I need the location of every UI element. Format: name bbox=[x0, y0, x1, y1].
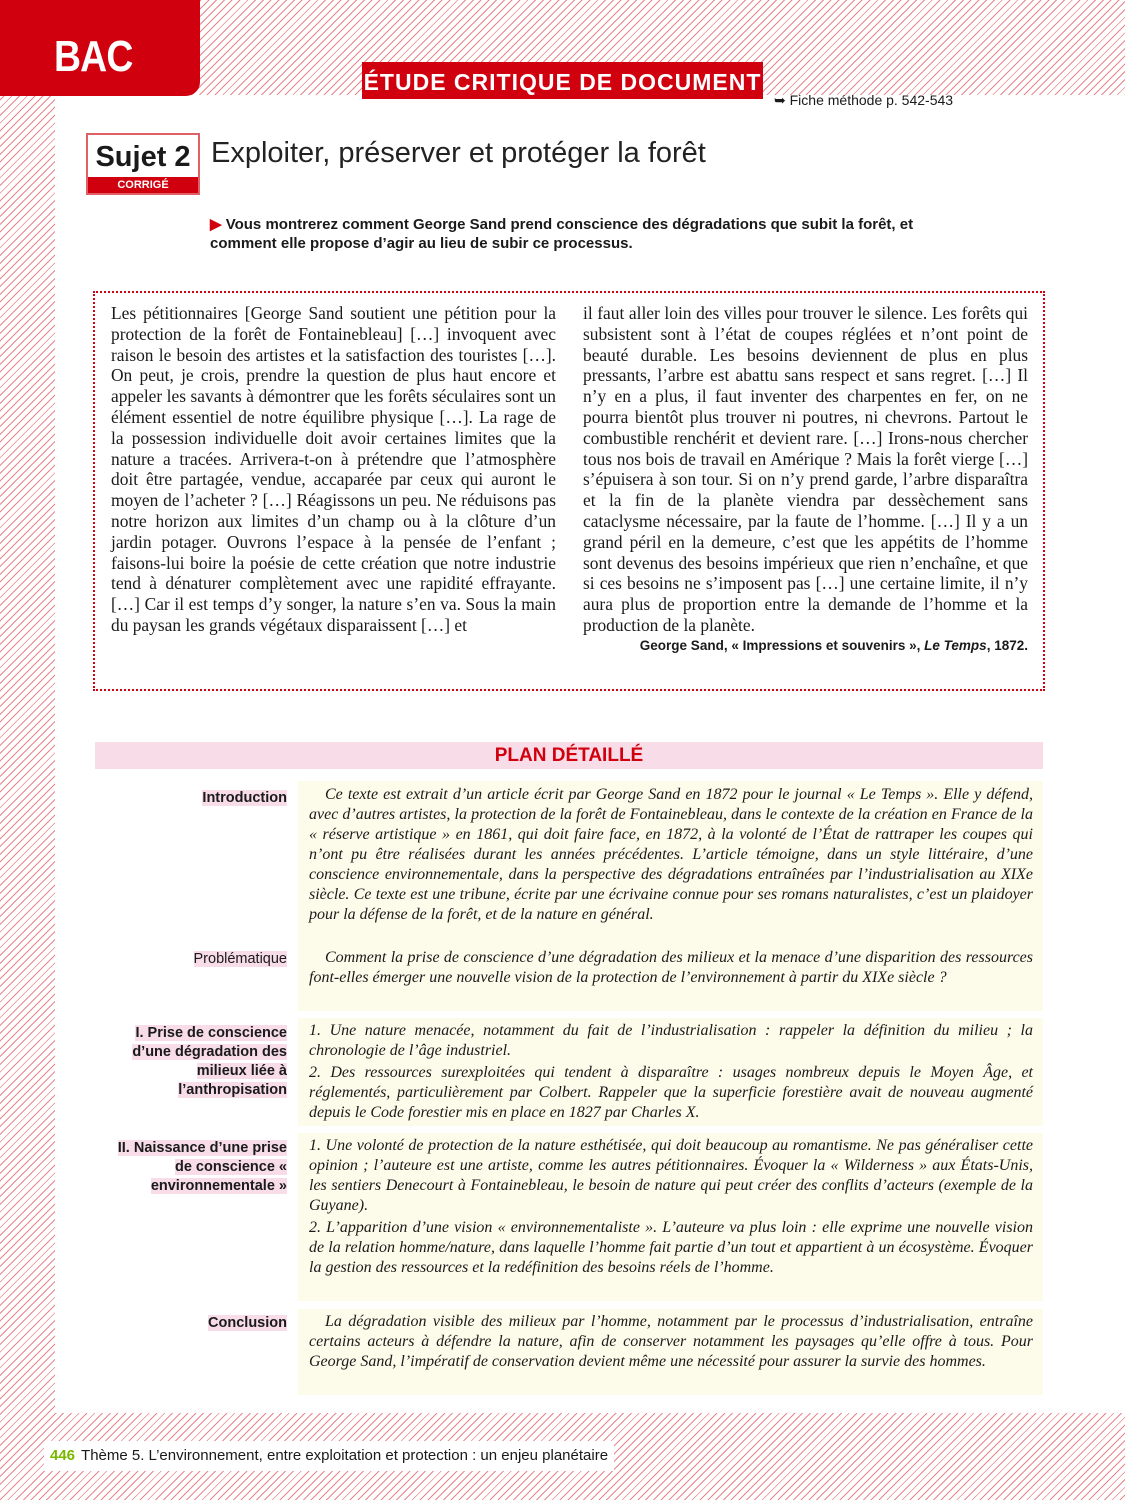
consigne-text: Vous montrerez comment George Sand prend conscience des dégradations que subit la forêt, et comment elle propose d’agir au lieu de subir ce processus. bbox=[210, 216, 914, 252]
hand-pointing-icon: ➥ bbox=[774, 92, 786, 108]
page-footer bbox=[44, 1441, 614, 1471]
part1-item: 1. Une nature menacée, notamment du fait de l’industrialisation : rappeler la définition du milieu ; la chronologie de l’âge industriel. bbox=[309, 1022, 1033, 1059]
source-journal: Le Temps bbox=[924, 637, 987, 653]
subject-number: Sujet 2 bbox=[95, 141, 191, 173]
part1-item: 2. Des ressources surexploitées qui tendent à disparaître : usages nombreux depuis le Moyen Âge, et réglementés, particulièrement par Colbert. Rappeler que la superficie forestière avait de nouveau augmenté depuis le Code forestier mis en place en 1827 par Charles X. bbox=[309, 1064, 1033, 1121]
label-part1 bbox=[117, 1024, 287, 1100]
box-problematique bbox=[298, 945, 1043, 1011]
consigne bbox=[210, 215, 950, 253]
section-banner: ÉTUDE CRITIQUE DE DOCUMENT bbox=[362, 62, 763, 99]
label-text: Introduction bbox=[202, 790, 287, 806]
box-introduction bbox=[298, 781, 1043, 945]
label-problematique bbox=[117, 950, 287, 969]
source-document bbox=[93, 291, 1045, 691]
subject-title: Exploiter, préserver et protéger la forêt bbox=[211, 137, 706, 169]
fiche-label: Fiche méthode p. 542-543 bbox=[789, 92, 954, 108]
label-text: II. Naissance d’une prise de conscience « environnementale » bbox=[117, 1140, 287, 1194]
part2-item: 2. L’apparition d’une vision « environnementaliste ». L’auteure va plus loin : elle exprime une nouvelle vision de la relation homme/nature, dans laquelle l’homme fait partie d’un tout et appartient à un écosystème. Évoquer la gestion des ressources et la redéfinition des besoins réels de l’homme. bbox=[309, 1219, 1033, 1276]
document-column-left: Les pétitionnaires [George Sand soutient une pétition pour la protection de la forêt de Fontainebleau] […] invoquent avec raison le besoin des artistes et la satisfaction des touristes […]. On peut, je crois, prendre la question de plus haut encore et appeler les savants à démontrer que les forêts séculaires sont un élément essentiel de notre équilibre physique […]. La rage de la possession individuelle doit avoir certaines limites que la nature a tracées. Arrivera-t-on à prétendre que l’atmosphère doit être partagée, vendue, accaparée par ceux qui auront le moyen de l’acheter ? […] Réagissons un peu. Ne réduisons pas notre horizon aux limites d’un champ ou à la clôture d’un jardin potager. Ouvrons l’espace à la pensée de l’enfant ; faisons-lui boire la poésie de cette création que notre industrie tend à dénaturer complètement avec une rapidité effrayante. […] Car il est temps d’y songer, la nature s’en va. Sous la main du paysan les grands végétaux disparaissent […] et bbox=[111, 303, 556, 635]
document-column-right bbox=[583, 303, 1028, 653]
box-part1 bbox=[298, 1018, 1043, 1126]
part2-item: 1. Une volonté de protection de la nature esthétisée, qui doit beaucoup au romantisme. Ne pas généraliser cette opinion ; l’auteure est une artiste, comme les autres pétitionnaires. Évoquer la « Wilderness » aux États-Unis, les sentiers Denecourt à Fontainebleau, le besoin de nature qui peut créer des conflits d’acteurs (exemple de la Guyane). bbox=[309, 1137, 1033, 1214]
fiche-methode-link[interactable] bbox=[774, 92, 953, 109]
source-year: , 1872. bbox=[986, 637, 1028, 653]
label-part2 bbox=[117, 1139, 287, 1196]
label-text: I. Prise de conscience d’une dégradation des milieux liée à l’anthropisation bbox=[132, 1025, 287, 1098]
conclusion-text: La dégradation visible des milieux par l’homme, notamment par le processus d’industrialisation, entraîne certains acteurs à défendre la nature, afin de conserver notamment les paysages qu’elle offre à tous. Pour George Sand, l’impératif de conservation devient même une nécessité pour assurer la survie des hommes. bbox=[309, 1313, 1033, 1370]
bac-label: BAC bbox=[54, 32, 133, 81]
intro-text: Ce texte est extrait d’un article écrit par George Sand en 1872 pour le journal « Le Temps ». Elle y défend, avec d’autres artistes, la protection de la forêt de Fontainebleau, dans le contexte de la création en France de la « réserve artistique » en 1861, qui doit faire face, en 1872, à la volonté de l’État de rattraper les coupes qui n’ont pu être réalisées durant les années précédentes. L’article témoigne, dans un style littéraire, d’une conscience environnementale, dans la perspective des dégradations entraînées par l’industrialisation au XIXe siècle. Ce texte est une tribune, écrite par une écrivaine connue pour ses romans naturalistes, c’est un plaidoyer pour la défense de la forêt, et de la nature en général. bbox=[309, 786, 1033, 923]
document-text-right: il faut aller loin des villes pour trouver le silence. Les forêts qui subsistent sont à l’état de coupes réglées et n’ont point de beauté durable. Les besoins deviennent de plus en plus pressants, l’arbre est abattu sans respect et sans regret. […] Il n’y en a plus, il faut inventer des charpentes en fer, on ne pourra bientôt plus trouver ni poutres, ni chevrons. Partout le combustible renchérit et devient rare. […] Irons-nous chercher tous nos bois de travail en Amérique ? Mais la forêt vierge […] s’épuisera à son tour. Si on n’y prend garde, l’arbre disparaîtra et la fin de la planète viendra par dessèchement sans cataclysme nécessaire, par la faute de l’homme. […] Il y a un grand péril en la demeure, c’est que les appétits de l’homme sont devenus des besoins impérieux que rien n’enchaîne, et que si ces besoins ne s’imposent pas […] une certaine limite, il n’y aura plus de proportion entre la demande de l’homme et la production de la planète. bbox=[583, 303, 1028, 635]
footer-theme: Thème 5. L’environnement, entre exploitation et protection : un enjeu planétaire bbox=[81, 1447, 609, 1464]
plan-heading: PLAN DÉTAILLÉ bbox=[95, 742, 1043, 769]
source-author: George Sand, « Impressions et souvenirs », bbox=[639, 637, 921, 653]
triangle-bullet-icon: ▶ bbox=[210, 216, 222, 233]
label-text: Problématique bbox=[193, 951, 287, 967]
prob-text: Comment la prise de conscience d’une dégradation des milieux et la menace d’une disparition des ressources font-elles émerger une nouvelle vision de la protection de l’environnement à partir du XIXe siècle ? bbox=[309, 949, 1033, 986]
label-conclusion bbox=[117, 1314, 287, 1333]
document-source bbox=[583, 638, 1028, 653]
corrige-tag: CORRIGÉ bbox=[88, 177, 198, 193]
box-conclusion bbox=[298, 1309, 1043, 1395]
label-introduction bbox=[117, 789, 287, 808]
bac-badge bbox=[0, 0, 200, 96]
label-text: Conclusion bbox=[208, 1315, 287, 1331]
box-part2 bbox=[298, 1133, 1043, 1301]
subject-badge bbox=[86, 133, 200, 195]
page-number: 446 bbox=[50, 1447, 76, 1464]
